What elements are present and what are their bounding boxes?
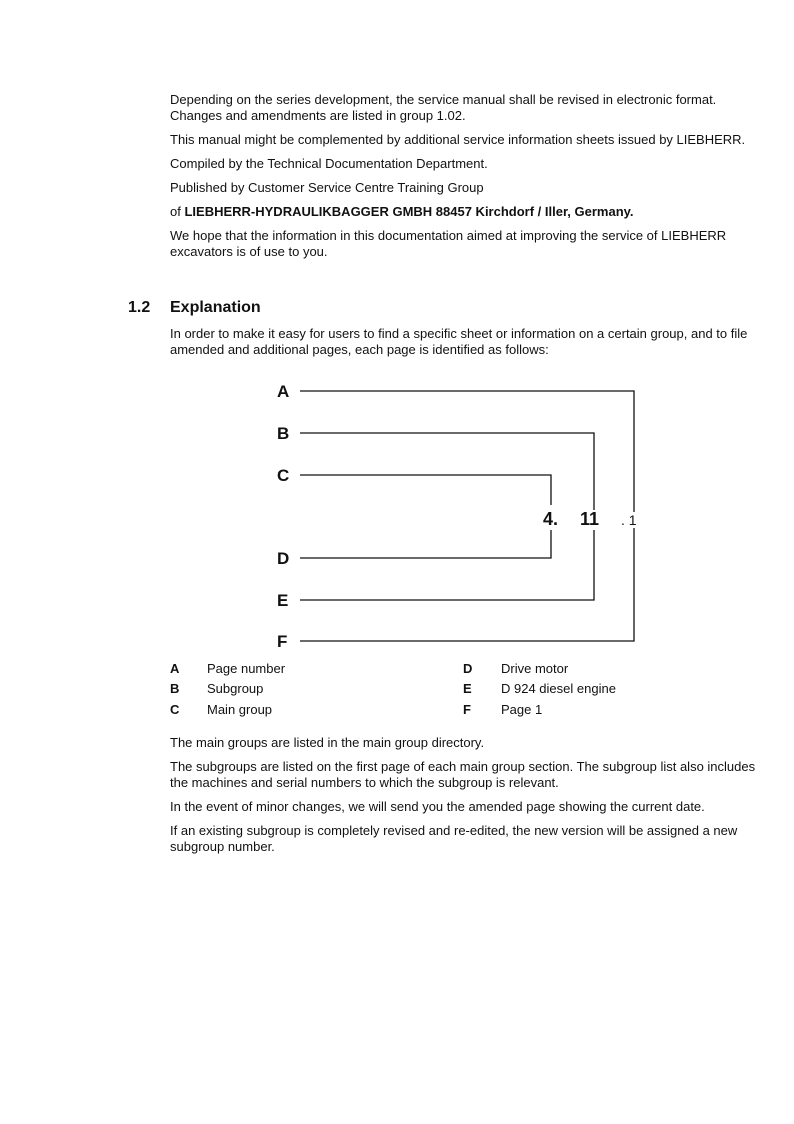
line-e [300,530,594,600]
legend-key-c: C [170,702,180,717]
publisher-name: LIEBHERR-HYDRAULIKBAGGER GMBH 88457 Kirchdorf / Iller, Germany. [184,204,634,219]
line-d [300,530,551,558]
legend-key-a: A [170,661,180,676]
code-subgroup: 11 [580,509,600,529]
legend-key-b: B [170,681,180,696]
publisher-prefix: of [170,204,185,219]
paragraph-revised: If an existing subgroup is completely revised and re-edited, the new version will be assigned a new subgroup number. [170,823,738,854]
line-b [300,433,594,510]
legend-value-e: D 924 diesel engine [501,681,616,696]
code-page: . 1 [621,512,637,528]
legend-value-c: Main group [207,702,273,717]
legend-value-f: Page 1 [501,702,543,717]
paragraph-published: Published by Customer Service Centre Training Group [170,180,484,195]
legend-key-e: E [463,681,472,696]
line-c [300,475,551,505]
legend-value-b: Subgroup [207,681,264,696]
paragraph-minor-changes: In the event of minor changes, we will send you the amended page showing the current date. [170,799,705,814]
diagram-label-a: A [277,382,290,401]
legend-key-d: D [463,661,473,676]
paragraph-complement: This manual might be complemented by additional service information sheets issued by LIEBHERR. [170,132,746,147]
diagram-label-e: E [277,591,289,610]
paragraph-subgroups: The subgroups are listed on the first page of each main group section. The subgroup list also includes the machines and serial numbers to which the subgroup is relevant. [170,759,756,790]
diagram-label-f: F [277,632,288,651]
code-main-group: 4. [543,509,559,529]
line-f [300,528,634,641]
legend-value-a: Page number [207,661,286,676]
legend-value-d: Drive motor [501,661,569,676]
paragraph-hope: We hope that the information in this documentation aimed at improving the service of LIEBHERR excavators is of use to you. [170,228,727,259]
paragraph-main-groups: The main groups are listed in the main group directory. [170,735,485,750]
section-number: 1.2 [128,299,151,316]
diagram-label-d: D [277,549,290,568]
section-title: Explanation [170,299,261,316]
line-a [300,391,634,512]
paragraph-compiled: Compiled by the Technical Documentation Department. [170,156,488,171]
paragraph-revision: Depending on the series development, the service manual shall be revised in electronic format. Changes and amendments are listed in group 1.02. [170,92,717,123]
section-intro: In order to make it easy for users to find a specific sheet or information on a certain group, and to file amended and additional pages, each page is identified as follows: [170,326,748,357]
diagram-label-c: C [277,466,290,485]
diagram-label-b: B [277,424,290,443]
legend-key-f: F [463,702,471,717]
